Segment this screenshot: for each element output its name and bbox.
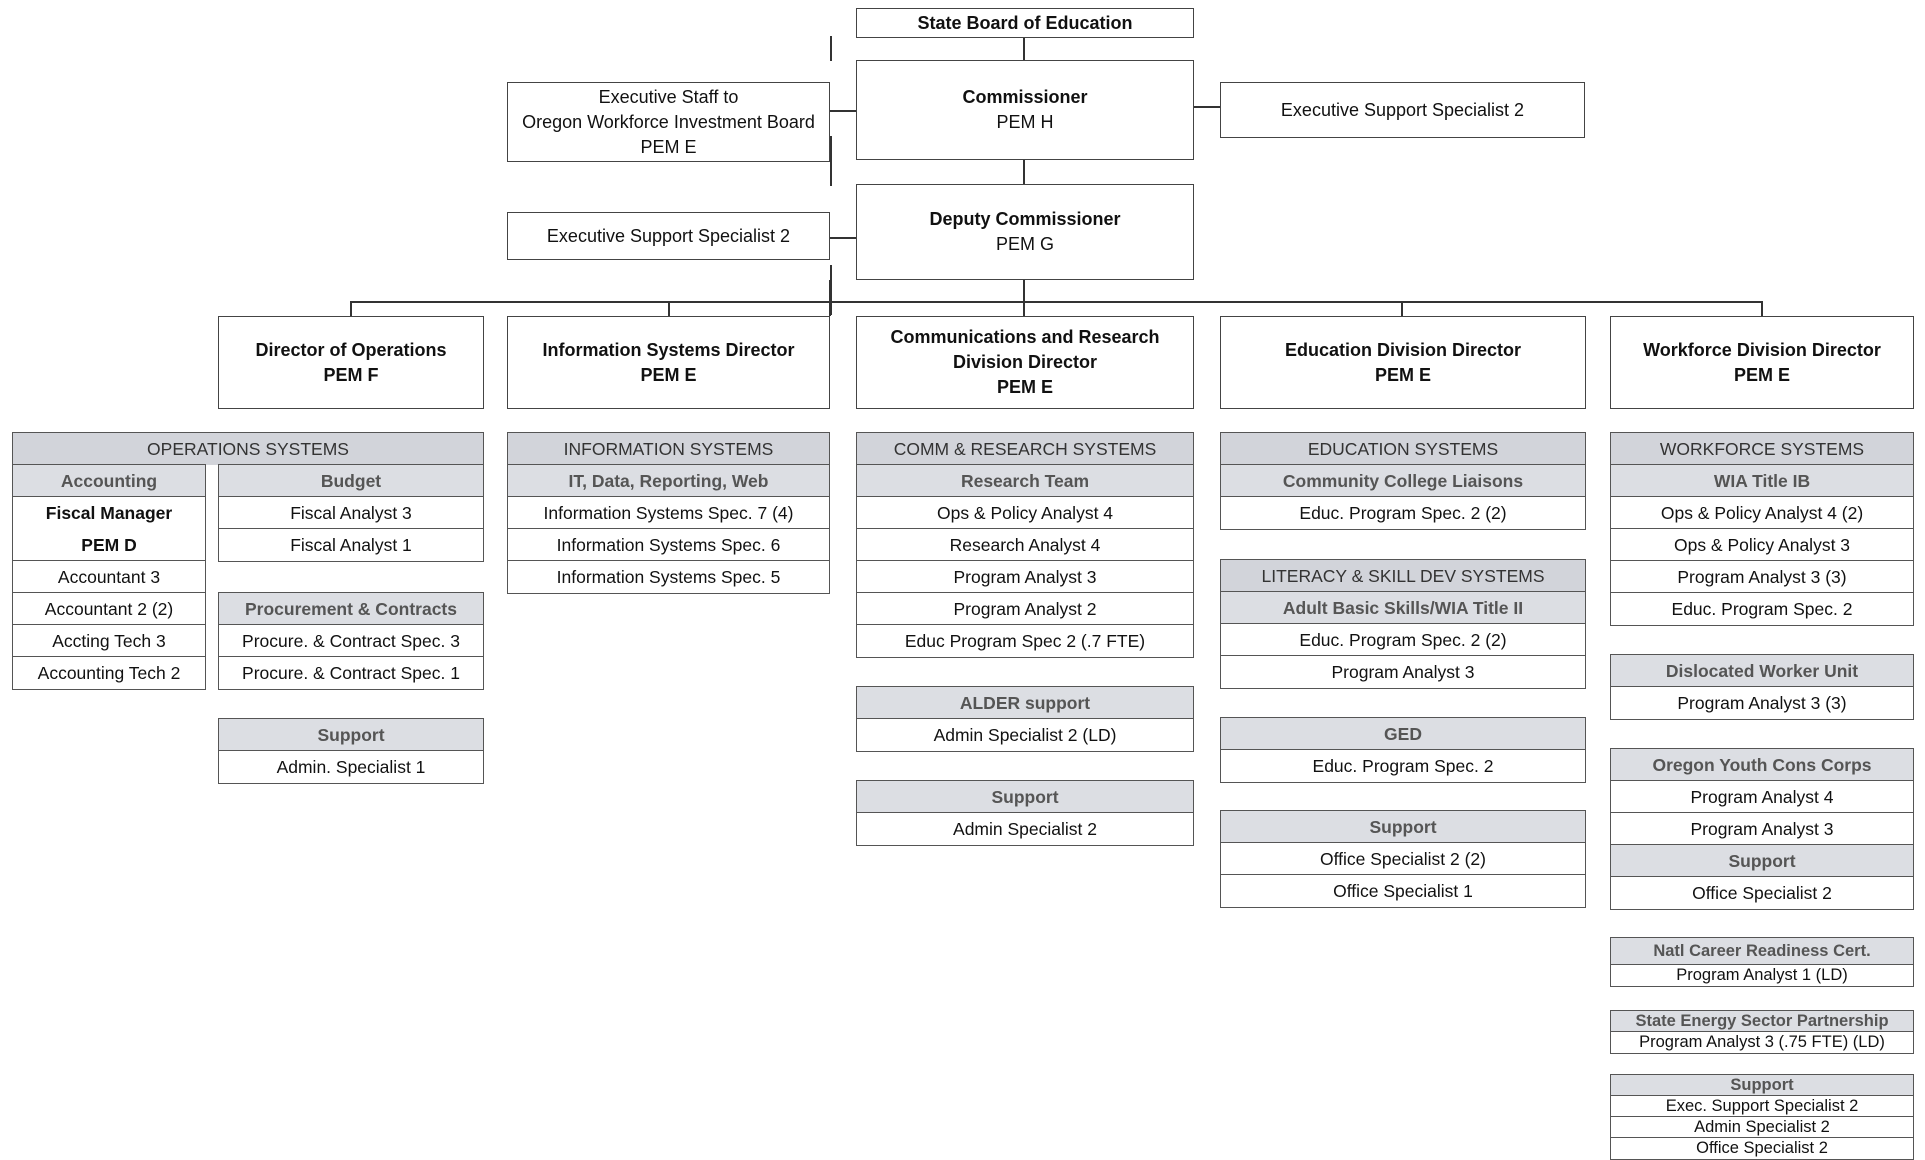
education-support-section — [1220, 810, 1586, 908]
connector-line — [829, 237, 856, 239]
section-header: State Energy Sector Partnership — [1611, 1011, 1913, 1032]
list-item: Fiscal Analyst 1 — [290, 535, 412, 555]
section-subheader: Research Team — [857, 465, 1193, 497]
list-item: Ops & Policy Analyst 3 — [1611, 529, 1913, 561]
director-info-box — [507, 316, 830, 409]
section-header: Dislocated Worker Unit — [1611, 655, 1913, 687]
operations-systems-header: OPERATIONS SYSTEMS — [13, 433, 483, 465]
director-comm-box — [856, 316, 1194, 409]
section-header: LITERACY & SKILL DEV SYSTEMS — [1221, 560, 1585, 592]
section-header: INFORMATION SYSTEMS — [508, 433, 829, 465]
list-item: Program Analyst 3 — [1611, 813, 1913, 845]
list-item: Educ. Program Spec. 2 — [1312, 756, 1494, 776]
operations-support-section — [218, 718, 484, 784]
section-header: Support — [857, 781, 1193, 813]
section-subheader: IT, Data, Reporting, Web — [508, 465, 829, 497]
deputy-commissioner-box — [856, 184, 1194, 280]
comm-research-section — [856, 432, 1194, 658]
comm-support-section — [856, 780, 1194, 846]
list-item: Program Analyst 3 (3) — [1677, 693, 1847, 713]
youth-corps-section — [1610, 748, 1914, 910]
section-subheader: Support — [1611, 845, 1913, 877]
connector-line — [829, 110, 856, 112]
state-board-box — [856, 8, 1194, 38]
connector-line — [350, 301, 352, 316]
commissioner-title: Commissioner — [962, 87, 1088, 107]
section-subheader: WIA Title IB — [1611, 465, 1913, 497]
connector-line — [1401, 301, 1403, 316]
director-workforce-box — [1610, 316, 1914, 409]
connector-line — [1023, 36, 1025, 61]
list-item: Fiscal Analyst 3 — [219, 497, 483, 529]
list-item: Office Specialist 1 — [1333, 881, 1473, 901]
list-item: Admin. Specialist 1 — [276, 757, 426, 777]
list-item: Educ. Program Spec. 2 (2) — [1221, 624, 1585, 656]
list-item: Program Analyst 2 — [857, 593, 1193, 625]
exec-staff-line2: Oregon Workforce Investment Board — [522, 111, 815, 132]
ncrc-section — [1610, 937, 1914, 987]
exec-staff-box — [507, 82, 830, 162]
section-header: EDUCATION SYSTEMS — [1221, 433, 1585, 465]
list-item: Program Analyst 3 (.75 FTE) (LD) — [1639, 1033, 1885, 1051]
list-item: Exec. Support Specialist 2 — [1611, 1096, 1913, 1117]
budget-section — [218, 464, 484, 562]
director-title-line2: Division Director — [952, 352, 1098, 372]
connector-line — [1194, 106, 1220, 108]
fiscal-manager: Fiscal Manager — [45, 503, 173, 523]
workforce-support-section — [1610, 1074, 1914, 1160]
connector-line — [1023, 280, 1025, 316]
section-subheader: Adult Basic Skills/WIA Title II — [1221, 592, 1585, 624]
ged-section — [1220, 717, 1586, 783]
information-systems-section — [507, 432, 830, 594]
list-item: Office Specialist 2 — [1692, 883, 1832, 903]
section-header: COMM & RESEARCH SYSTEMS — [857, 433, 1193, 465]
connector-line — [350, 301, 1763, 303]
list-item: Office Specialist 2 — [1696, 1139, 1828, 1157]
section-header: WORKFORCE SYSTEMS — [1611, 433, 1913, 465]
list-item: Program Analyst 3 — [1331, 662, 1475, 682]
connector-line — [830, 36, 832, 61]
connector-line — [829, 280, 831, 316]
exec-staff-line1: Executive Staff to — [598, 86, 739, 107]
section-header: Procurement & Contracts — [219, 593, 483, 625]
list-item: Information Systems Spec. 5 — [556, 567, 781, 587]
list-item: Procure. & Contract Spec. 3 — [219, 625, 483, 657]
energy-section — [1610, 1010, 1914, 1054]
list-item: Office Specialist 2 (2) — [1221, 843, 1585, 875]
director-education-box — [1220, 316, 1586, 409]
director-grade: PEM E — [1733, 364, 1790, 385]
exec-support-label: Executive Support Specialist 2 — [1280, 99, 1525, 120]
list-item: Admin Specialist 2 — [953, 819, 1097, 839]
workforce-systems-section — [1610, 432, 1914, 626]
connector-line — [1023, 160, 1025, 184]
director-title: Director of Operations — [255, 339, 447, 360]
section-header: Oregon Youth Cons Corps — [1611, 749, 1913, 781]
list-item: Educ Program Spec 2 (.7 FTE) — [904, 631, 1146, 651]
list-item: Admin Specialist 2 — [1611, 1117, 1913, 1138]
exec-support-box-left — [507, 212, 830, 260]
operations-systems-header-box — [12, 432, 484, 464]
section-header: Support — [1611, 1075, 1913, 1096]
education-systems-section — [1220, 432, 1586, 530]
connector-line — [830, 36, 831, 37]
exec-support-box-right — [1220, 82, 1585, 138]
list-item: Program Analyst 4 — [1611, 781, 1913, 813]
exec-staff-grade: PEM E — [640, 136, 697, 157]
section-header: GED — [1221, 718, 1585, 750]
section-header: Support — [219, 719, 483, 751]
list-item: Accountant 2 (2) — [13, 593, 205, 625]
list-item: Program Analyst 3 — [857, 561, 1193, 593]
exec-support-label: Executive Support Specialist 2 — [546, 225, 791, 246]
list-item: Program Analyst 3 (3) — [1611, 561, 1913, 593]
alder-support-section — [856, 686, 1194, 752]
director-title: Workforce Division Director — [1643, 339, 1881, 360]
director-title-line1: Communications and Research — [890, 327, 1160, 347]
list-item: Accountant 3 — [13, 561, 205, 593]
list-item: Ops & Policy Analyst 4 — [857, 497, 1193, 529]
director-operations-box — [218, 316, 484, 409]
list-item: Ops & Policy Analyst 4 (2) — [1611, 497, 1913, 529]
commissioner-grade: PEM H — [996, 112, 1054, 132]
commissioner-box — [856, 60, 1194, 160]
list-item: Accting Tech 3 — [13, 625, 205, 657]
literacy-section — [1220, 559, 1586, 689]
list-item: Educ. Program Spec. 2 — [1671, 599, 1853, 619]
state-board-title: State Board of Education — [917, 12, 1133, 33]
section-header: ALDER support — [857, 687, 1193, 719]
dislocated-worker-section — [1610, 654, 1914, 720]
director-grade: PEM E — [640, 364, 697, 385]
list-item: Information Systems Spec. 6 — [508, 529, 829, 561]
list-item: Program Analyst 1 (LD) — [1676, 966, 1848, 984]
section-header: Accounting — [13, 465, 205, 497]
director-grade: PEM E — [996, 377, 1053, 397]
director-title: Information Systems Director — [542, 339, 795, 360]
list-item: Research Analyst 4 — [857, 529, 1193, 561]
connector-line — [668, 301, 670, 316]
section-header: Support — [1221, 811, 1585, 843]
director-grade: PEM F — [323, 364, 379, 385]
deputy-title: Deputy Commissioner — [929, 209, 1121, 229]
director-grade: PEM E — [1374, 364, 1431, 385]
list-item: Accounting Tech 2 — [37, 663, 181, 683]
list-item: Procure. & Contract Spec. 1 — [242, 663, 460, 683]
connector-line — [830, 160, 832, 186]
accounting-section — [12, 464, 206, 690]
section-subheader: Community College Liaisons — [1221, 465, 1585, 497]
list-item: Educ. Program Spec. 2 (2) — [1299, 503, 1507, 523]
director-title: Education Division Director — [1284, 339, 1522, 360]
list-item: Admin Specialist 2 (LD) — [933, 725, 1117, 745]
section-header: Natl Career Readiness Cert. — [1611, 938, 1913, 965]
procurement-section — [218, 592, 484, 690]
list-item: Information Systems Spec. 7 (4) — [508, 497, 829, 529]
section-header: Budget — [219, 465, 483, 497]
fiscal-manager-grade: PEM D — [13, 529, 205, 561]
deputy-grade: PEM G — [995, 234, 1054, 254]
connector-line — [1761, 301, 1763, 316]
